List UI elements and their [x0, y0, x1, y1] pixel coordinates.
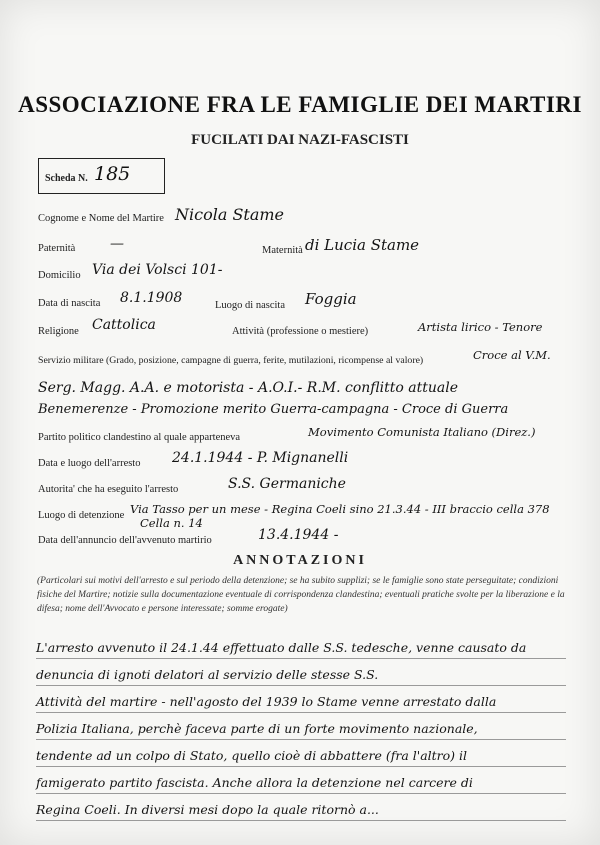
- field-label-luogo-nascita: Luogo di nascita: [215, 300, 285, 311]
- field-value-paternita: —: [110, 236, 124, 252]
- field-label-autorita: Autorita' che ha eseguito l'arresto: [38, 484, 179, 495]
- scheda-label: Scheda N.: [45, 173, 88, 184]
- field-label-data-nascita: Data di nascita: [38, 298, 101, 309]
- field-label-data-annuncio: Data dell'annuncio dell'avvenuto martirio: [38, 535, 212, 546]
- annotation-rule: [36, 685, 566, 686]
- document-title: ASSOCIAZIONE FRA LE FAMIGLIE DEI MARTIRI: [18, 92, 582, 117]
- field-value-data-annuncio: 13.4.1944 -: [258, 527, 339, 543]
- annotation-rule: [36, 739, 566, 740]
- field-value-cella: Cella n. 14: [140, 516, 203, 530]
- annotation-line: Regina Coeli. In diversi mesi dopo la quale ritornò a...: [36, 802, 379, 817]
- scheda-number: 185: [94, 163, 131, 185]
- field-label-religione: Religione: [38, 326, 79, 337]
- field-label-name: Cognome e Nome del Martire: [38, 213, 164, 224]
- annotation-line: L'arresto avvenuto il 24.1.44 effettuato dalle S.S. tedesche, venne causato da: [36, 640, 527, 655]
- field-label-maternita: Maternità: [262, 245, 303, 256]
- field-value-domicilio: Via dei Volsci 101-: [92, 262, 223, 278]
- field-value-partito: Movimento Comunista Italiano (Direz.): [308, 425, 536, 439]
- annotation-line: Polizia Italiana, perchè faceva parte di un forte movimento nazionale,: [36, 721, 478, 736]
- annotation-rule: [36, 658, 566, 659]
- field-value-luogo-nascita: Foggia: [305, 290, 357, 308]
- annotation-line: Attività del martire - nell'agosto del 1939 lo Stame venne arrestato dalla: [36, 694, 497, 709]
- field-value-data-arresto: 24.1.1944 - P. Mignanelli: [172, 450, 349, 466]
- field-label-partito: Partito politico clandestino al quale apparteneva: [38, 432, 241, 443]
- annotazioni-note: (Particolari sui motivi dell'arresto e sul periodo della detenzione; se ha subito supplizi; se le famiglie sono state perseguitate; condizioni fisiche del Martire; notizie sulla documentazione eventuale di corrispondenza clandestina; eventuali pratiche svolte per la liberazione e la difesa; nome dell'Avvocato e persone interessate; somme erogate): [37, 576, 565, 614]
- field-value-maternita: di Lucia Stame: [305, 236, 420, 254]
- annotation-rule: [36, 793, 566, 794]
- field-label-servizio-militare: Servizio militare (Grado, posizione, campagne di guerra, ferite, mutilazioni, ricompense al valore): [38, 355, 424, 366]
- annotation-rule: [36, 820, 566, 821]
- scheda-box: [38, 158, 165, 194]
- document-subtitle: FUCILATI DAI NAZI-FASCISTI: [191, 132, 409, 148]
- annotation-rule: [36, 766, 566, 767]
- field-label-attivita: Attività (professione o mestiere): [232, 326, 369, 337]
- field-value-benemerenze: Benemerenze - Promozione merito Guerra-campagna - Croce di Guerra: [38, 402, 509, 417]
- field-label-domicilio: Domicilio: [38, 270, 81, 281]
- field-value-autorita: S.S. Germaniche: [228, 476, 346, 492]
- field-value-servizio-militare: Croce al V.M.: [473, 348, 551, 362]
- field-label-data-arresto: Data e luogo dell'arresto: [38, 458, 141, 469]
- field-value-attivita: Artista lirico - Tenore: [418, 320, 543, 334]
- field-value-servizio-dettaglio: Serg. Magg. A.A. e motorista - A.O.I.- R.M. conflitto attuale: [38, 380, 458, 396]
- field-value-data-nascita: 8.1.1908: [120, 290, 183, 306]
- annotation-line: denuncia di ignoti delatori al servizio delle stesse S.S.: [36, 667, 379, 682]
- field-label-luogo-detenzione: Luogo di detenzione: [38, 510, 125, 521]
- field-value-religione: Cattolica: [92, 317, 156, 333]
- field-value-luogo-detenzione: Via Tasso per un mese - Regina Coeli sino 21.3.44 - III braccio cella 378: [130, 502, 550, 516]
- annotation-line: tendente ad un colpo di Stato, quello cioè di abbattere (fra l'altro) il: [36, 748, 468, 763]
- field-label-paternita: Paternità: [38, 243, 76, 254]
- annotation-rule: [36, 712, 566, 713]
- annotation-line: famigerato partito fascista. Anche allora la detenzione nel carcere di: [36, 775, 473, 790]
- annotazioni-title: ANNOTAZIONI: [233, 553, 367, 568]
- field-value-name: Nicola Stame: [175, 205, 285, 224]
